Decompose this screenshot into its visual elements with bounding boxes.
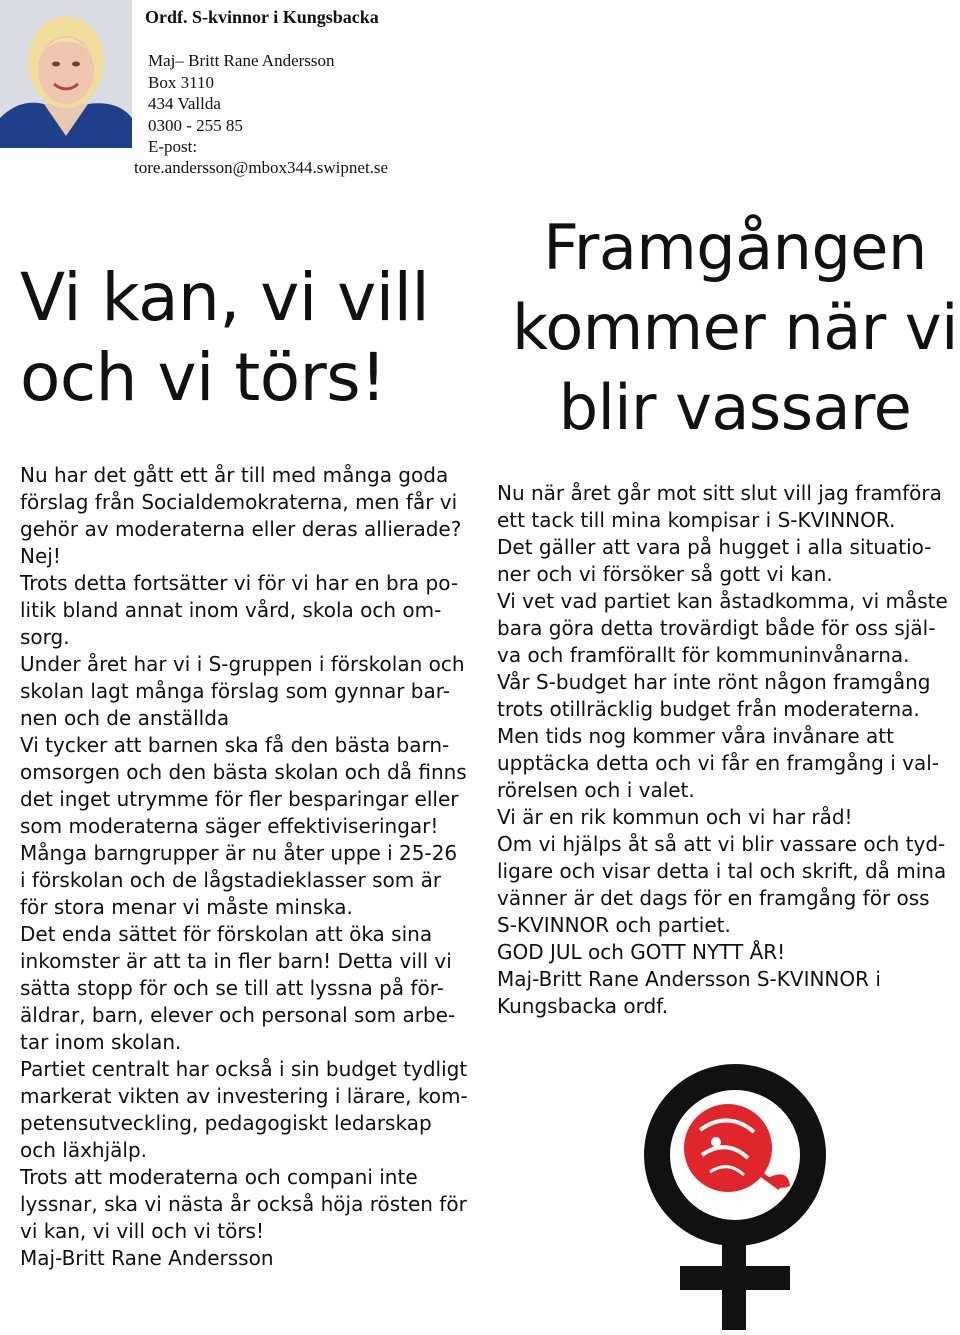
body-line: Trots detta fortsätter vi för vi har en bra po- [20,571,459,595]
portrait-photo [0,0,132,148]
headline-line: Vi kan, vi vill [20,259,430,336]
body-line: Trots att moderaterna och compani inte [20,1165,418,1189]
contact-line: Maj– Britt Rane Andersson [148,51,335,70]
left-article-body [20,462,480,1272]
body-line: ett tack till mina kompisar i S-KVINNOR. [497,508,896,532]
body-line: S-KVINNOR och partiet. [497,913,731,937]
body-line: litik bland annat inom vård, skola och om- [20,598,442,622]
body-line: som moderaterna säger effektiviseringar! [20,814,439,838]
contact-line: 0300 - 255 85 [148,115,243,135]
greeting-line: GOD JUL och GOTT NYTT ÅR! [497,940,786,964]
body-line: inkomster är att ta in fler barn! Detta vill vi [20,949,452,973]
body-line: sorg. [20,625,70,649]
venus-rose-emblem-icon [640,1060,880,1330]
body-line: och läxhjälp. [20,1138,148,1162]
body-line: Nu har det gått ett år till med många goda [20,463,449,487]
body-line: Nu när året går mot sitt slut vill jag framföra [497,481,942,505]
body-line: Nej! [20,544,61,568]
organization-title: Ordf. S-kvinnor i Kungsbacka [145,7,379,27]
body-line: Under året har vi i S-gruppen i förskolan och [20,652,465,676]
body-line: vänner är det dags för en framgång för oss [497,886,930,910]
body-line: Många barngrupper är nu åter uppe i 25-26 [20,841,458,865]
body-line: gehör av moderaterna eller deras allierade? [20,517,462,541]
contact-address [148,50,335,158]
body-line: i förskolan och de lågstadieklasser som är [20,868,442,892]
body-line: Partiet centralt har också i sin budget tydligt [20,1057,468,1081]
contact-line: Box 3110 [148,72,214,92]
signature-line: Maj-Britt Rane Andersson S-KVINNOR i [497,967,881,991]
body-line: sätta stopp för och se till att lyssna på för- [20,976,444,1000]
headline-line: blir vassare [558,371,912,444]
body-line: tar inom skolan. [20,1030,182,1054]
body-line: Vår S-budget har inte rönt någon framgång [497,670,931,694]
left-headline [20,258,429,418]
body-line: Vi är en rik kommun och vi har råd! [497,805,853,829]
body-line: vi kan, vi vill och vi törs! [20,1219,264,1243]
body-line: omsorgen och den bästa skolan och då finns [20,760,467,784]
contact-line: 434 Vallda [148,94,221,113]
body-line: ner och vi försöker så gott vi kan. [497,562,833,586]
email-address: tore.andersson@mbox344.swipnet.se [134,158,389,177]
body-line: för stora menar vi måste minska. [20,895,353,919]
body-line: rörelsen och i valet. [497,778,695,802]
body-line: skolan lagt många förslag som gynnar bar- [20,679,450,703]
signature-line: Kungsbacka ordf. [497,994,669,1018]
body-line: va och framförallt för kommuninvånarna. [497,643,910,667]
body-line: trots otillräcklig budget från moderaterna. [497,697,920,721]
body-line: det inget utrymme för fler besparingar eller [20,787,459,811]
headline-line: och vi törs! [20,339,387,416]
right-article-body [497,480,957,1020]
body-line: förslag från Socialdemokraterna, men får vi [20,490,458,514]
body-line: ligare och visar detta i tal och skrift, då mina [497,859,947,883]
body-line: lyssnar, ska vi nästa år också höja rösten för [20,1192,467,1216]
headline-line: Framgången [543,211,927,284]
body-line: Om vi hjälps åt så att vi blir vassare och tyd- [497,832,946,856]
body-line: Men tids nog kommer våra invånare att [497,724,894,748]
body-line: upptäcka detta och vi får en framgång i val- [497,751,939,775]
body-line: nen och de anställda [20,706,230,730]
body-line: petensutveckling, pedagogiskt ledarskap [20,1111,432,1135]
headline-line: kommer när vi [512,291,958,364]
signature-line: Maj-Britt Rane Andersson [20,1246,274,1270]
body-line: Det enda sättet för förskolan att öka sina [20,922,433,946]
right-headline [500,208,960,448]
body-line: markerat vikten av investering i lärare, kom- [20,1084,468,1108]
body-line: bara göra detta trovärdigt både för oss själ- [497,616,936,640]
body-line: äldrar, barn, elever och personal som arbe- [20,1003,456,1027]
body-line: Det gäller att vara på hugget i alla situatio- [497,535,932,559]
body-line: Vi vet vad partiet kan åstadkomma, vi måste [497,589,948,613]
rose-icon [684,1104,790,1192]
body-line: Vi tycker att barnen ska få den bästa barn- [20,733,450,757]
contact-line: E-post: [148,137,198,156]
